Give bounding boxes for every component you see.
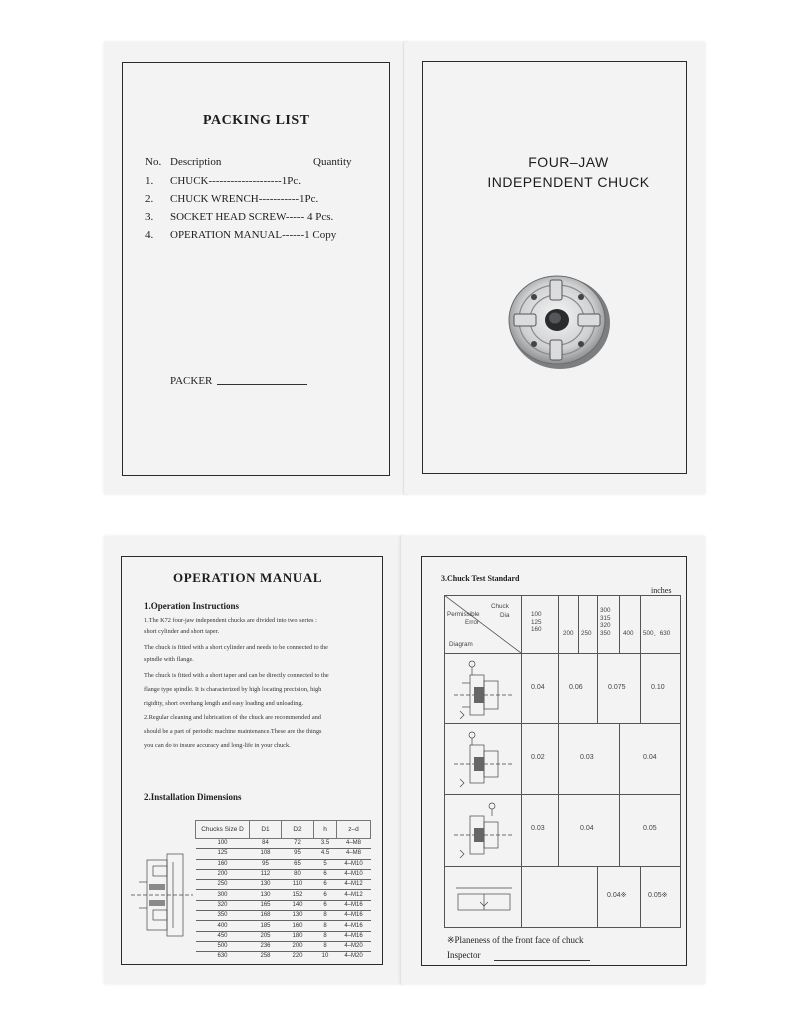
dim-cell: 4–M20 bbox=[337, 952, 371, 962]
dim-cell: 5 bbox=[314, 859, 337, 869]
cover-title-line1: FOUR–JAW bbox=[528, 154, 609, 170]
dim-cell: 6 bbox=[314, 880, 337, 890]
dim-cell: 160 bbox=[282, 921, 314, 931]
installation-dimension-diagram bbox=[129, 852, 195, 938]
header-chuck: Chuck bbox=[491, 603, 509, 610]
size-header: 300 315 320 350 bbox=[600, 607, 611, 637]
size-header: 200 bbox=[563, 630, 574, 637]
item-text: CHUCK WRENCH-----------1Pc. bbox=[170, 193, 319, 205]
tolerance-value: 0.10 bbox=[651, 684, 665, 691]
dim-header: D2 bbox=[282, 821, 314, 839]
test-standard-title: 3.Chuck Test Standard bbox=[441, 574, 520, 583]
section2-heading: 2.Installation Dimensions bbox=[144, 792, 242, 802]
item-no: 1. bbox=[145, 175, 154, 187]
para-line: spindle with flange. bbox=[144, 656, 194, 663]
tolerance-value: 0.075 bbox=[608, 684, 626, 691]
header-permissible: Permissible bbox=[447, 611, 480, 618]
col-no-header: No. bbox=[145, 156, 162, 168]
dim-cell: 165 bbox=[250, 900, 282, 910]
tolerance-value: 0.04※ bbox=[607, 892, 627, 899]
dim-cell: 6 bbox=[314, 890, 337, 900]
dim-cell: 100 bbox=[196, 839, 250, 849]
dim-cell: 4–M16 bbox=[337, 911, 371, 921]
dim-cell: 185 bbox=[250, 921, 282, 931]
dim-cell: 258 bbox=[250, 952, 282, 962]
table-row bbox=[196, 869, 371, 879]
dim-cell: 3.5 bbox=[314, 839, 337, 849]
face-runout-diagram bbox=[452, 729, 516, 789]
table-row bbox=[196, 911, 371, 921]
dim-cell: 4–M10 bbox=[337, 859, 371, 869]
dim-cell: 450 bbox=[196, 931, 250, 941]
dim-cell: 125 bbox=[196, 849, 250, 859]
dim-cell: 8 bbox=[314, 921, 337, 931]
operation-manual-title: OPERATION MANUAL bbox=[173, 570, 323, 585]
item-no: 3. bbox=[145, 211, 154, 223]
packing-list-title: PACKING LIST bbox=[203, 113, 310, 128]
item-text: CHUCK--------------------1Pc. bbox=[170, 175, 302, 187]
dim-cell: 65 bbox=[282, 859, 314, 869]
table-row bbox=[196, 921, 371, 931]
tolerance-value: 0.05 bbox=[643, 825, 657, 832]
para-line: flange type spindle. It is characterized by high locating precision, high bbox=[144, 686, 322, 693]
tolerance-value: 0.02 bbox=[531, 754, 545, 761]
dim-cell: 6 bbox=[314, 869, 337, 879]
table-row bbox=[196, 880, 371, 890]
top-fold bbox=[403, 42, 405, 494]
dim-cell: 180 bbox=[282, 931, 314, 941]
table-row bbox=[196, 931, 371, 941]
para-line: should be a part of periodic machine maintenance.These are the things bbox=[144, 728, 322, 735]
col-description-header: Description bbox=[170, 156, 222, 168]
dim-cell: 630 bbox=[196, 952, 250, 962]
dim-cell: 500 bbox=[196, 941, 250, 951]
dim-cell: 84 bbox=[250, 839, 282, 849]
table-row bbox=[196, 890, 371, 900]
dim-cell: 250 bbox=[196, 880, 250, 890]
dim-cell: 4–M16 bbox=[337, 900, 371, 910]
para-line: rigidity, short overhang length and easy loading and unloading. bbox=[144, 700, 304, 707]
dim-cell: 400 bbox=[196, 921, 250, 931]
planeness-diagram bbox=[452, 882, 516, 918]
inspector-label: Inspector bbox=[447, 950, 481, 960]
unit-label: inches bbox=[651, 586, 672, 595]
dim-cell: 4–M8 bbox=[337, 849, 371, 859]
size-header: 500、630 bbox=[643, 630, 671, 637]
item-text: SOCKET HEAD SCREW----- 4 Pcs. bbox=[170, 211, 334, 223]
dim-cell: 130 bbox=[250, 890, 282, 900]
four-jaw-chuck-image bbox=[504, 272, 614, 372]
tolerance-value: 0.04 bbox=[531, 684, 545, 691]
header-diagram: Diagram bbox=[449, 641, 473, 648]
para-line: 1.The K72 four-jaw independent chucks are divided into two series : bbox=[144, 617, 317, 624]
item-text: OPERATION MANUAL------1 Copy bbox=[170, 229, 337, 241]
dim-cell: 108 bbox=[250, 849, 282, 859]
table-row bbox=[196, 859, 371, 869]
para-line: 2.Regular cleaning and lubrication of the chuck are recommended and bbox=[144, 714, 321, 721]
dim-cell: 320 bbox=[196, 900, 250, 910]
packer-label: PACKER bbox=[170, 375, 213, 387]
para-line: short cylinder and short taper. bbox=[144, 628, 220, 635]
header-error: Error bbox=[465, 619, 479, 626]
bottom-fold bbox=[400, 536, 402, 984]
cover-title-line2: INDEPENDENT CHUCK bbox=[487, 174, 650, 190]
dim-cell: 4–M8 bbox=[337, 839, 371, 849]
dim-header: z–d bbox=[337, 821, 371, 839]
table-row bbox=[196, 952, 371, 962]
dim-cell: 10 bbox=[314, 952, 337, 962]
dim-cell: 4–M12 bbox=[337, 880, 371, 890]
dim-cell: 95 bbox=[282, 849, 314, 859]
dim-cell: 205 bbox=[250, 931, 282, 941]
radial-runout-diagram bbox=[452, 657, 516, 719]
dim-cell: 130 bbox=[282, 911, 314, 921]
inspector-signature-line bbox=[494, 960, 590, 961]
tolerance-value: 0.03 bbox=[580, 754, 594, 761]
dim-cell: 236 bbox=[250, 941, 282, 951]
dim-cell: 200 bbox=[282, 941, 314, 951]
dim-cell: 300 bbox=[196, 890, 250, 900]
dim-cell: 4–M10 bbox=[337, 869, 371, 879]
installation-dimensions-table bbox=[195, 820, 371, 962]
dim-cell: 130 bbox=[250, 880, 282, 890]
dim-cell: 95 bbox=[250, 859, 282, 869]
dim-cell: 200 bbox=[196, 869, 250, 879]
dim-cell: 152 bbox=[282, 890, 314, 900]
dim-header: h bbox=[314, 821, 337, 839]
dim-cell: 140 bbox=[282, 900, 314, 910]
dim-cell: 220 bbox=[282, 952, 314, 962]
item-no: 4. bbox=[145, 229, 154, 241]
tolerance-value: 0.06 bbox=[569, 684, 583, 691]
dim-cell: 4–M16 bbox=[337, 931, 371, 941]
dim-cell: 8 bbox=[314, 911, 337, 921]
dim-cell: 110 bbox=[282, 880, 314, 890]
dim-cell: 8 bbox=[314, 941, 337, 951]
dim-cell: 4–M20 bbox=[337, 941, 371, 951]
tolerance-value: 0.05※ bbox=[648, 892, 668, 899]
para-line: you can do to insure accuracy and long-life in your chuck. bbox=[144, 742, 291, 749]
item-no: 2. bbox=[145, 193, 154, 205]
cover-frame bbox=[422, 61, 687, 474]
dim-cell: 4–M12 bbox=[337, 890, 371, 900]
size-header: 400 bbox=[623, 630, 634, 637]
dim-header: D1 bbox=[250, 821, 282, 839]
dim-header: Chucks Size D bbox=[196, 821, 250, 839]
table-row bbox=[196, 849, 371, 859]
header-dia: Dia bbox=[500, 612, 510, 619]
section1-heading: 1.Operation Instructions bbox=[144, 601, 240, 611]
cover-title bbox=[476, 152, 661, 192]
table-row bbox=[196, 839, 371, 849]
dim-cell: 168 bbox=[250, 911, 282, 921]
dim-cell: 72 bbox=[282, 839, 314, 849]
tolerance-value: 0.03 bbox=[531, 825, 545, 832]
packer-signature-line bbox=[217, 384, 307, 385]
table-row bbox=[196, 941, 371, 951]
dim-cell: 6 bbox=[314, 900, 337, 910]
tolerance-value: 0.04 bbox=[643, 754, 657, 761]
dim-cell: 160 bbox=[196, 859, 250, 869]
dim-cell: 112 bbox=[250, 869, 282, 879]
col-quantity-header: Quantity bbox=[313, 156, 352, 168]
jaw-runout-diagram bbox=[452, 800, 516, 860]
dim-cell: 350 bbox=[196, 911, 250, 921]
dim-cell: 8 bbox=[314, 931, 337, 941]
size-header: 250 bbox=[581, 630, 592, 637]
dim-cell: 4.5 bbox=[314, 849, 337, 859]
dim-cell: 80 bbox=[282, 869, 314, 879]
size-header: 100 125 160 bbox=[531, 611, 542, 634]
table-row bbox=[196, 900, 371, 910]
dim-cell: 4–M16 bbox=[337, 921, 371, 931]
tolerance-value: 0.04 bbox=[580, 825, 594, 832]
planeness-note: ※Planeness of the front face of chuck bbox=[447, 935, 584, 945]
para-line: The chuck is fitted with a short cylinder and needs to be connected to the bbox=[144, 644, 328, 651]
para-line: The chuck is fitted with a short taper and can be directly connected to the bbox=[144, 672, 329, 679]
